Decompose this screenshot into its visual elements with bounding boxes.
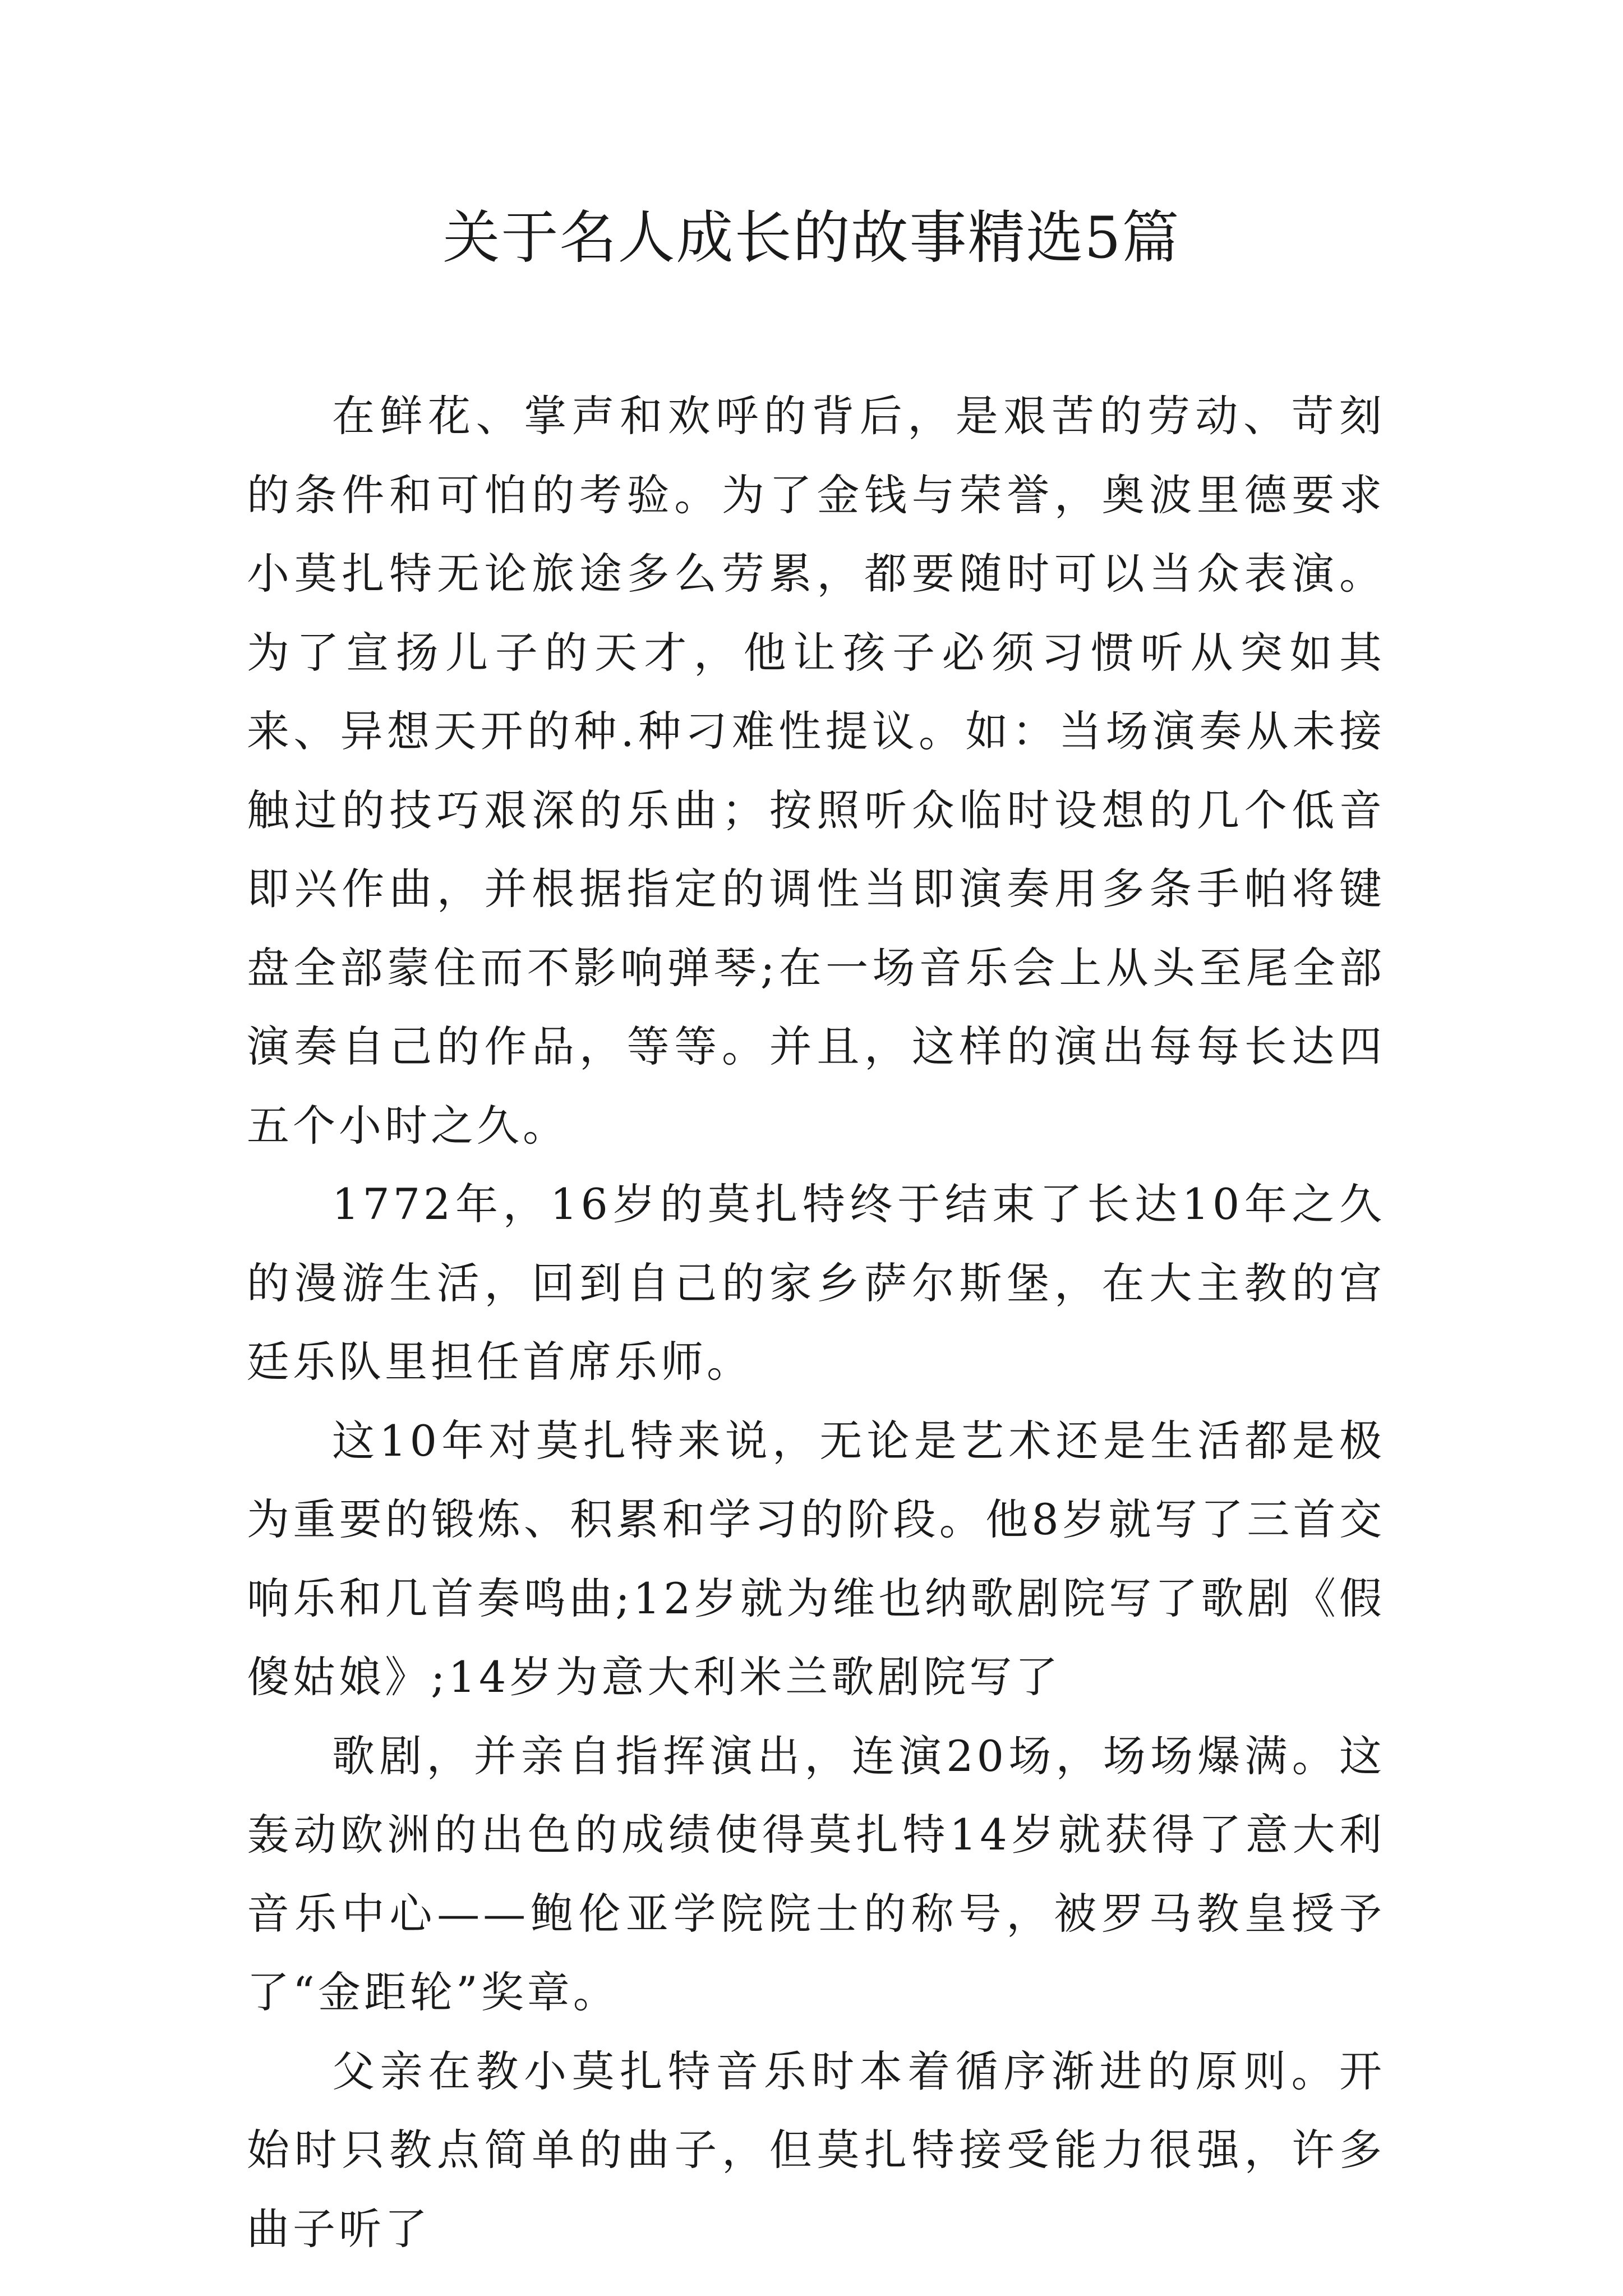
document-title: 关于名人成长的故事精选5篇 (442, 205, 1181, 272)
paragraph: 在鲜花、掌声和欢呼的背后，是艰苦的劳动、苛刻的条件和可怕的考验。为了金钱与荣誉，奥波里德要求小莫扎特无论旅途多么劳累，都要随时可以当众表演。为了宣扬儿子的天才，他让孩子必须习惯听从突如其来、异想天开的种.种刁难性提议。如：当场演奏从未接触过的技巧艰深的乐曲；按照听众临时设想的几个低音即兴作曲，并根据指定的调性当即演奏用多条手帕将键盘全部蒙住而不影响弹琴;在一场音乐会上从头至尾全部演奏自己的作品，等等。并且，这样的演出每每长达四五个小时之久。 (247, 391, 1385, 1151)
paragraph: 父亲在教小莫扎特音乐时本着循序渐进的原则。开始时只教点简单的曲子，但莫扎特接受能力很强，许多曲子听了 (247, 2046, 1385, 2254)
paragraph: 这10年对莫扎特来说，无论是艺术还是生活都是极为重要的锻炼、积累和学习的阶段。他8岁就写了三首交响乐和几首奏鸣曲;12岁就为维也纳歌剧院写了歌剧《假傻姑娘》;14岁为意大利米兰歌剧院写了 (247, 1415, 1385, 1702)
paragraph: 歌剧，并亲自指挥演出，连演20场，场场爆满。这轰动欧洲的出色的成绩使得莫扎特14岁就获得了意大利音乐中心——鲍伦亚学院院士的称号，被罗马教皇授予了“金距轮”奖章。 (247, 1731, 1385, 2017)
paragraph: 1772年，16岁的莫扎特终于结束了长达10年之久的漫游生活，回到自己的家乡萨尔斯堡，在大主教的宫廷乐队里担任首席乐师。 (247, 1179, 1385, 1387)
document-body (247, 377, 1385, 2269)
